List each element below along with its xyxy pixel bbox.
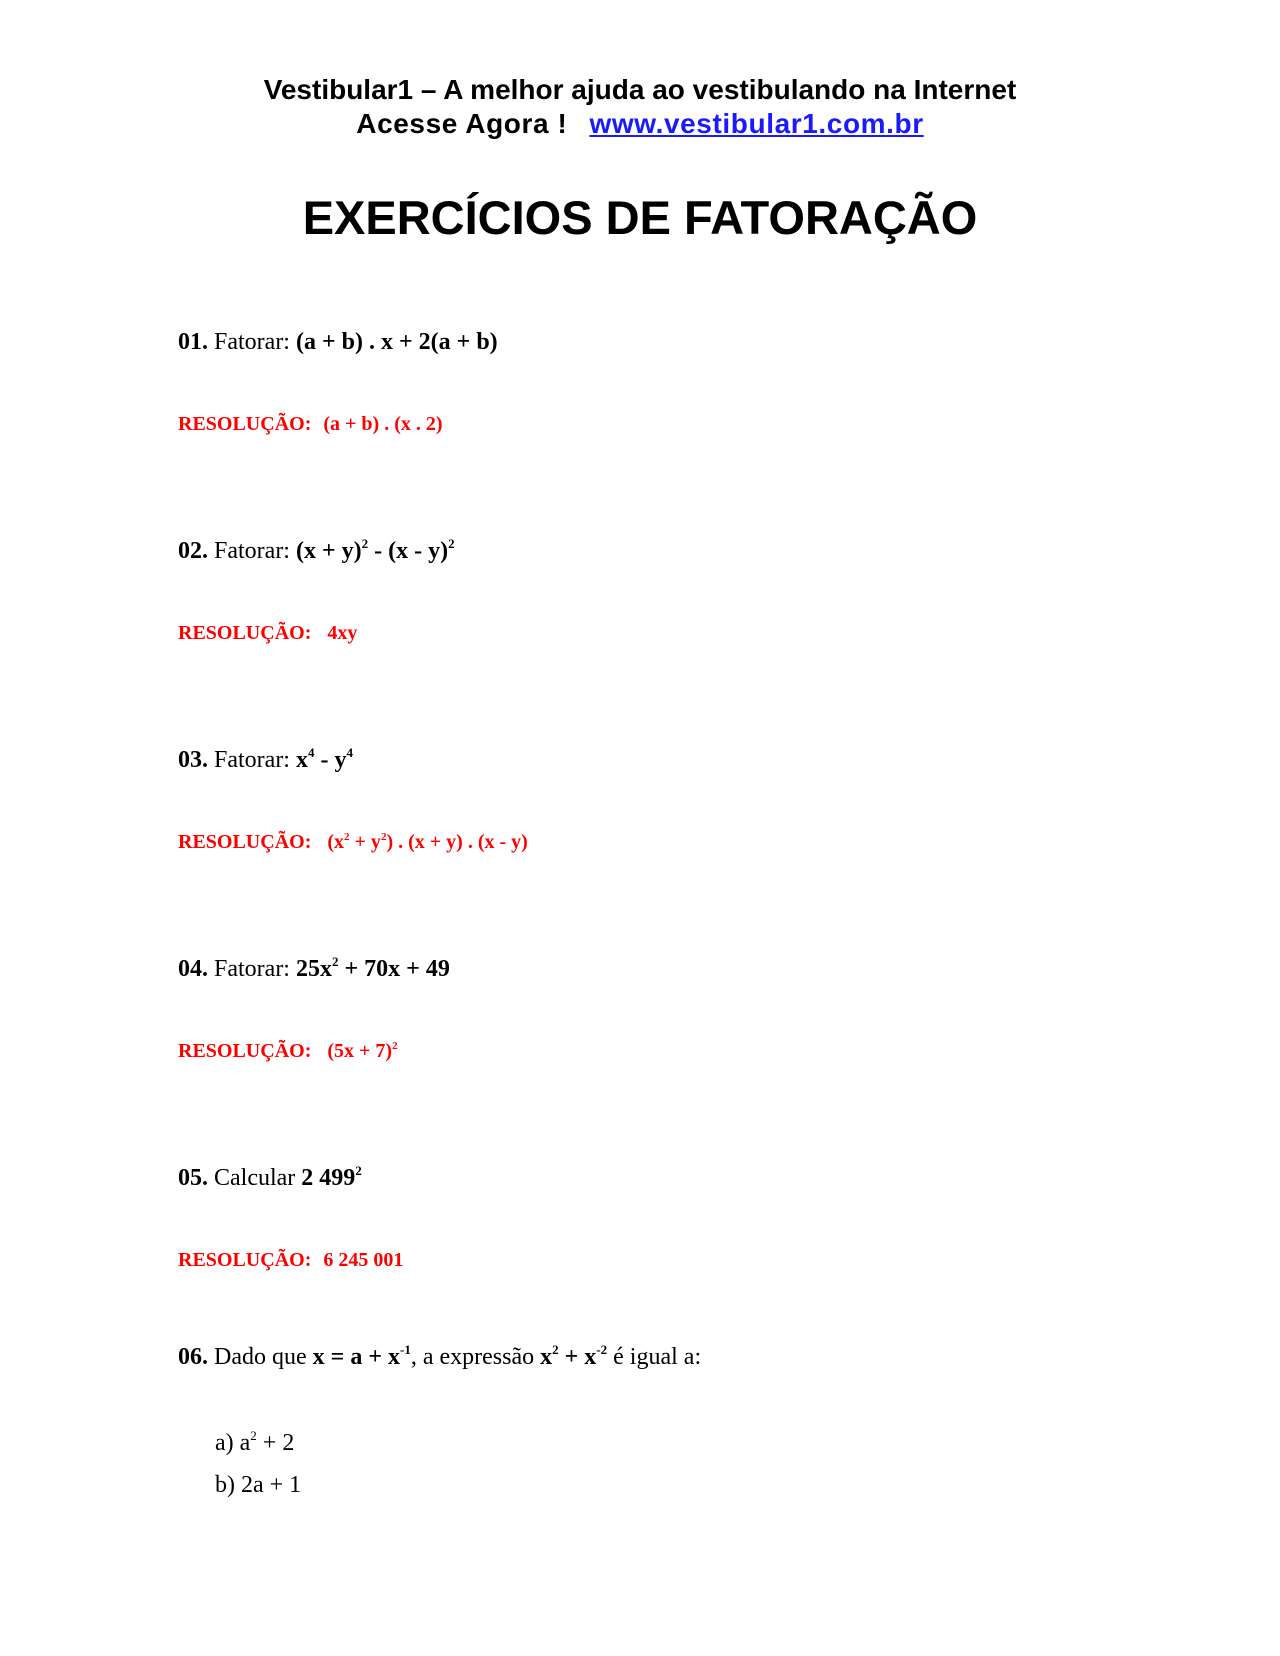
exercise-number: 02. (178, 538, 208, 564)
exercise-expression: $25x^2 + 70x + 49$ (295, 954, 450, 982)
exercise-text: Dado que (214, 1344, 307, 1370)
exercise-expression: $x^2 + x^{-2}$ (540, 1342, 608, 1370)
resolution-03 (178, 829, 528, 855)
option-a: a) $a^2 + 2$ (215, 1428, 295, 1456)
exercise-03 (178, 745, 353, 775)
resolution-label: RESOLUÇÃO: (178, 1040, 312, 1062)
resolution-01 (178, 411, 443, 437)
resolution-answer: 4xy (327, 622, 358, 644)
exercise-text: , a expressão (410, 1344, 535, 1370)
exercise-number: 06. (178, 1344, 208, 1370)
resolution-label: RESOLUÇÃO: (178, 1249, 312, 1271)
page-title: EXERCÍCIOS DE FATORAÇÃO (302, 191, 978, 244)
cta-text: Acesse Agora ! (356, 108, 568, 139)
exercise-05 (178, 1163, 362, 1193)
exercise-06 (178, 1342, 701, 1372)
resolution-answer: $(5x + 7)^2$ (327, 1040, 398, 1062)
exercise-number: 05. (178, 1165, 208, 1191)
exercise-verb: Fatorar: (214, 538, 290, 564)
exercise-expression: 2 $499^2$ (301, 1163, 362, 1191)
site-link[interactable]: www.vestibular1.com.br (589, 108, 924, 139)
site-header-tagline: Vestibular1 – A melhor ajuda ao vestibulando na Internet (263, 74, 1017, 105)
resolution-answer: 6 245 001 (323, 1249, 404, 1271)
exercise-02 (178, 536, 455, 566)
resolution-label: RESOLUÇÃO: (178, 831, 312, 853)
option-b: b) 2a + 1 (215, 1472, 302, 1498)
exercise-expression: (a + b) . x + 2(a + b) (295, 329, 498, 355)
resolution-05 (178, 1247, 403, 1273)
exercise-verb: Fatorar: (214, 329, 290, 355)
exercise-number: 04. (178, 956, 208, 982)
exercise-expression: $x^4 - y^4$ (295, 745, 353, 773)
exercise-number: 03. (178, 747, 208, 773)
site-header-cta (0, 107, 1280, 141)
exercise-verb: Fatorar: (214, 956, 290, 982)
exercise-number: 01. (178, 329, 208, 355)
exercise-expression: $(x + y)^2 - (x - y)^2$ (295, 536, 455, 564)
exercise-verb: Calcular (214, 1165, 296, 1191)
resolution-label: RESOLUÇÃO: (178, 413, 312, 435)
resolution-02 (178, 620, 357, 646)
resolution-answer: $(x^2 + y^2)$ . (x + y) . (x - y) (327, 831, 528, 853)
resolution-answer: (a + b) . (x . 2) (323, 413, 443, 435)
resolution-label: RESOLUÇÃO: (178, 622, 312, 644)
exercise-01 (178, 327, 498, 357)
exercise-04 (178, 954, 450, 984)
exercise-text: é igual a: (613, 1344, 702, 1370)
exercise-given: $x = a + x^{-1}$ (312, 1342, 411, 1370)
resolution-04 (178, 1038, 398, 1064)
exercise-verb: Fatorar: (214, 747, 290, 773)
